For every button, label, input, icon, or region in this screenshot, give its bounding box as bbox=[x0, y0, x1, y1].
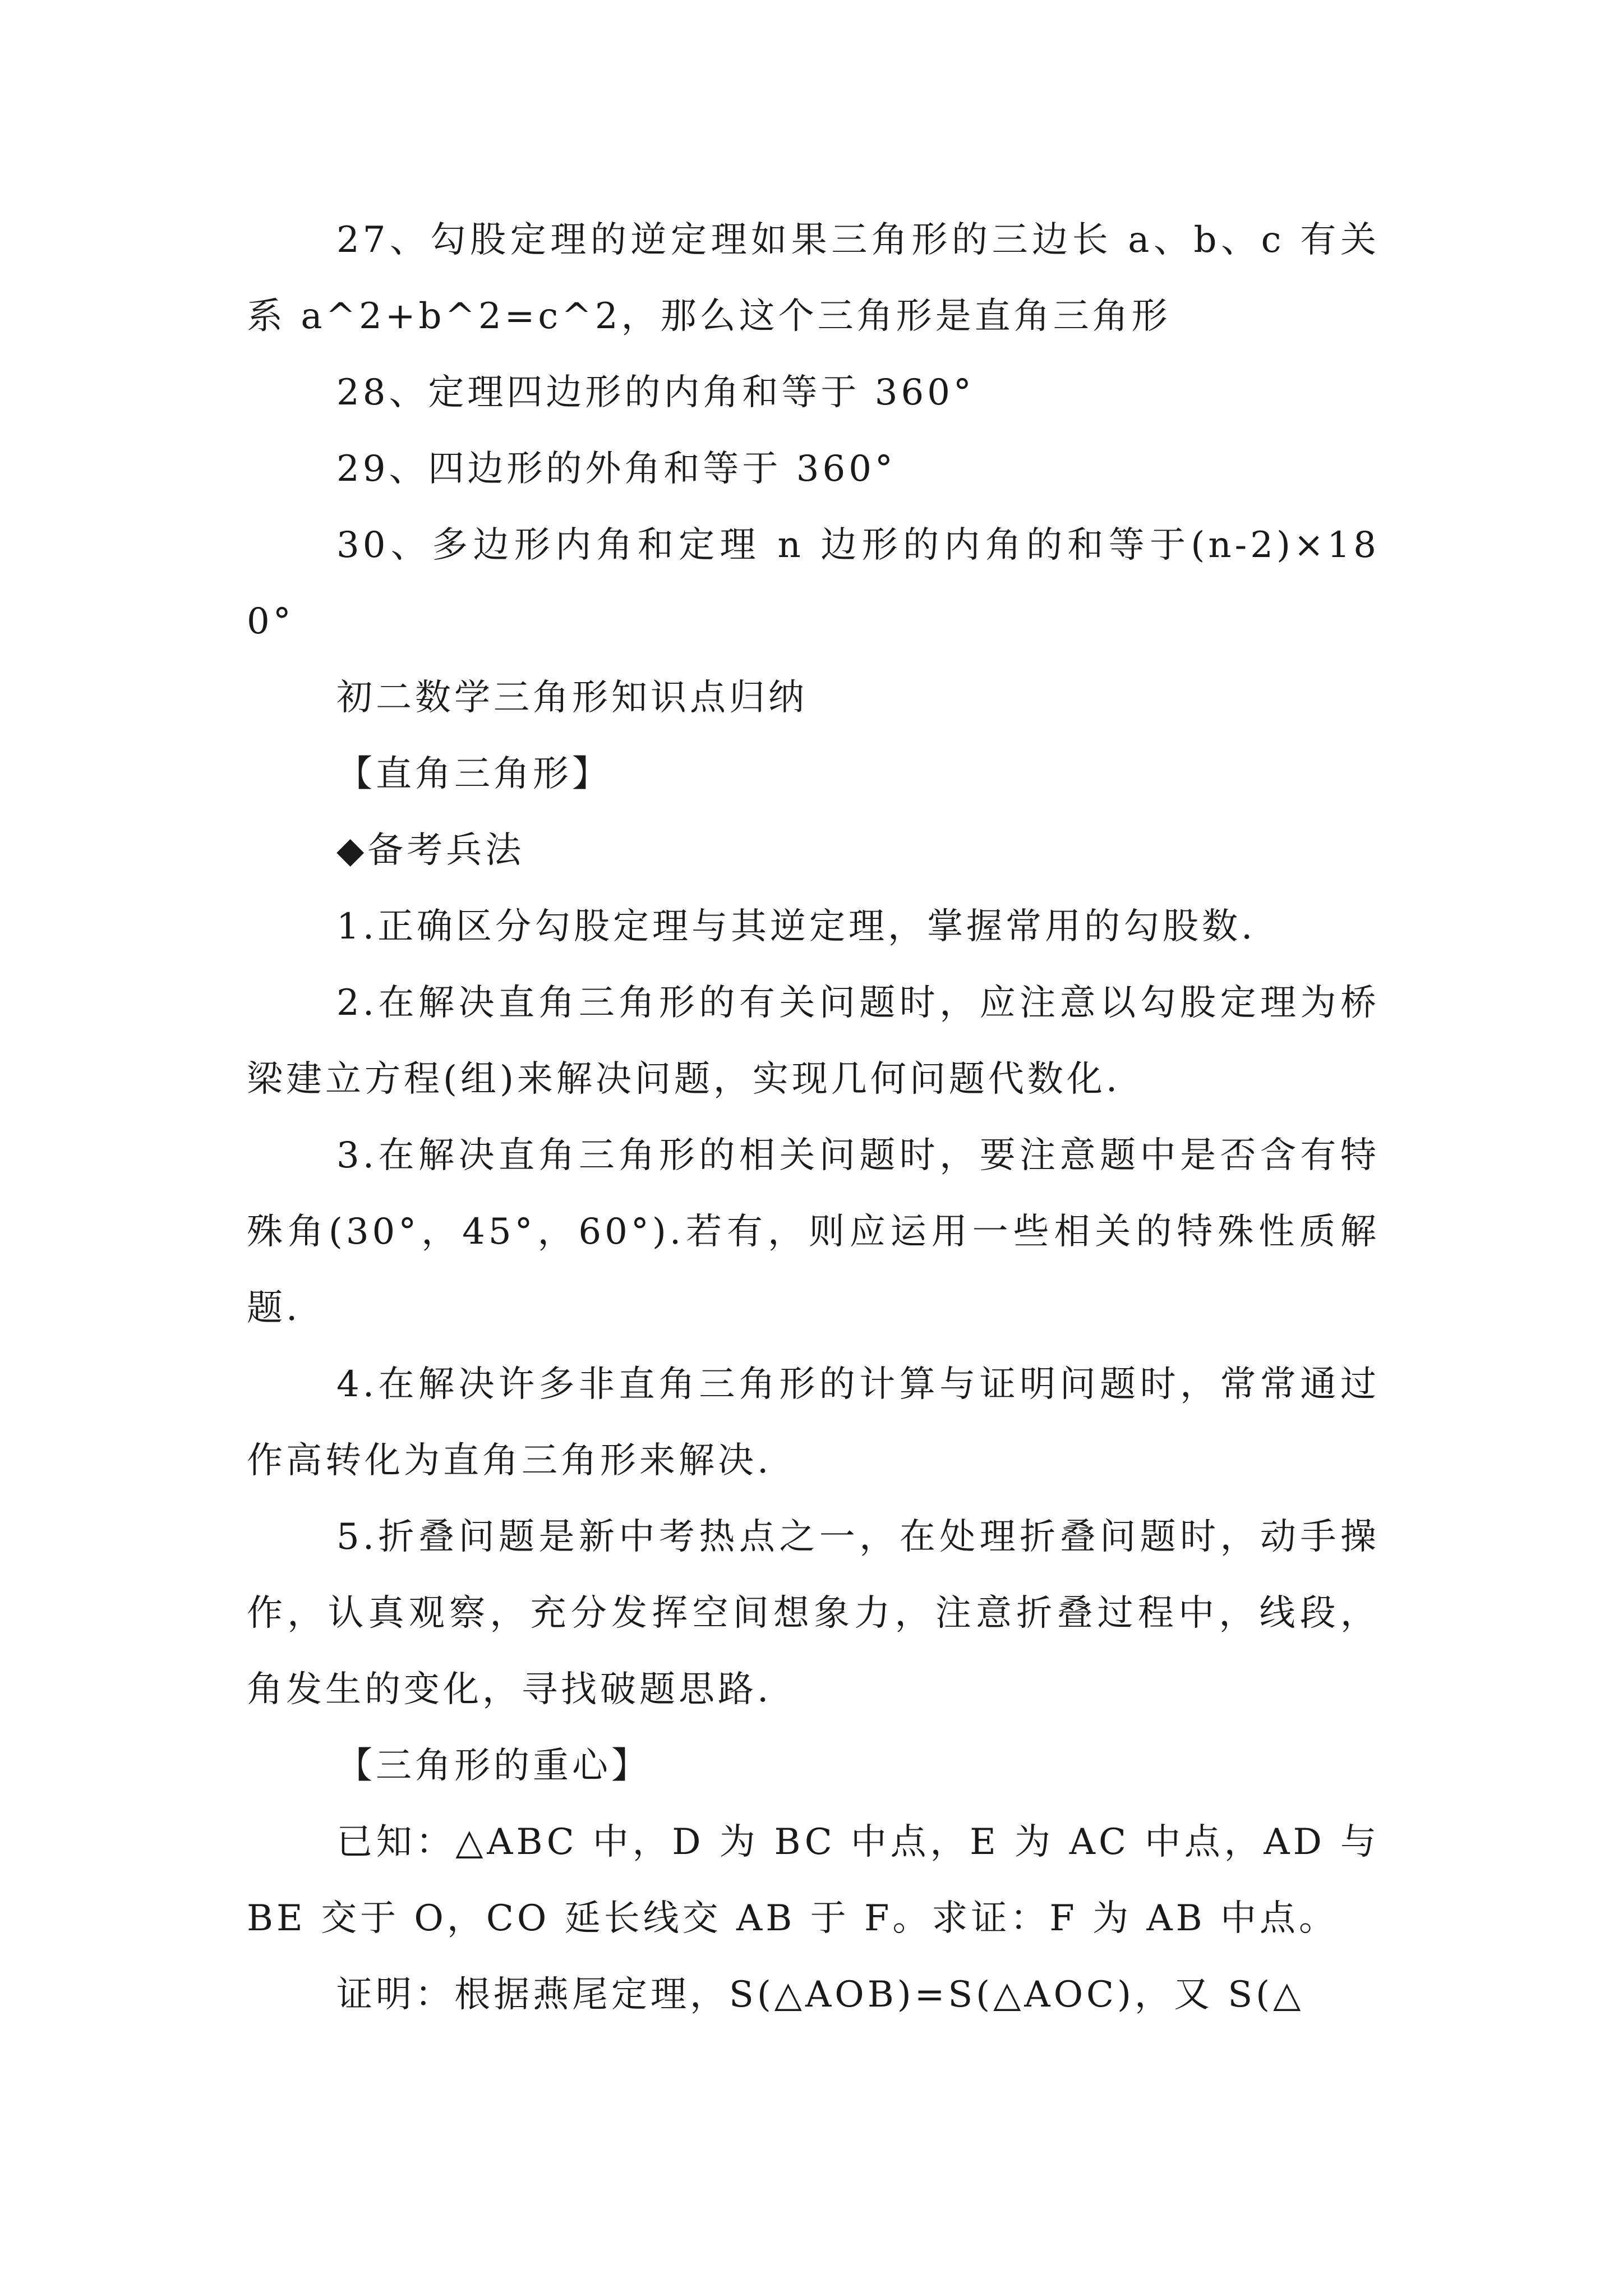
section-heading-triangle-summary: 初二数学三角形知识点归纳 bbox=[336, 677, 808, 719]
centroid-proof: 证明：根据燕尾定理，S(△AOB)=S(△AOC)，又 S(△ bbox=[336, 1974, 1304, 2016]
tip-2: 2.在解决直角三角形的有关问题时，应注意以勾股定理为桥梁建立方程(组)来解决问题，实现几何问题代数化. bbox=[247, 982, 1380, 1100]
tip-1: 1.正确区分勾股定理与其逆定理，掌握常用的勾股数. bbox=[336, 906, 1256, 947]
centroid-given: 已知：△ABC 中，D 为 BC 中点，E 为 AC 中点，AD 与 BE 交于 O，CO 延长线交 AB 于 F。求证：F 为 AB 中点。 bbox=[247, 1821, 1380, 1939]
paragraph-theorem-29: 29、四边形的外角和等于 360° bbox=[336, 448, 896, 490]
tip-5: 5.折叠问题是新中考热点之一，在处理折叠问题时，动手操作，认真观察，充分发挥空间想象力，注意折叠过程中，线段，角发生的变化，寻找破题思路. bbox=[247, 1516, 1380, 1710]
tip-4: 4.在解决许多非直角三角形的计算与证明问题时，常常通过作高转化为直角三角形来解决. bbox=[247, 1364, 1380, 1481]
paragraph-theorem-27: 27、勾股定理的逆定理如果三角形的三边长 a、b、c 有关系 a^2+b^2=c^2，那么这个三角形是直角三角形 bbox=[247, 219, 1380, 337]
section-heading-centroid: 【三角形的重心】 bbox=[336, 1745, 651, 1787]
paragraph-theorem-28: 28、定理四边形的内角和等于 360° bbox=[336, 372, 975, 413]
section-heading-right-triangle: 【直角三角形】 bbox=[336, 753, 611, 795]
document-body bbox=[247, 202, 1380, 2033]
paragraph-theorem-30: 30、多边形内角和定理 n 边形的内角的和等于(n-2)×180° bbox=[247, 524, 1380, 642]
subheading-exam-tips: ◆备考兵法 bbox=[336, 830, 525, 871]
tip-3: 3.在解决直角三角形的相关问题时，要注意题中是否含有特殊角(30°，45°，60°).若有，则应运用一些相关的特殊性质解题. bbox=[247, 1135, 1380, 1329]
